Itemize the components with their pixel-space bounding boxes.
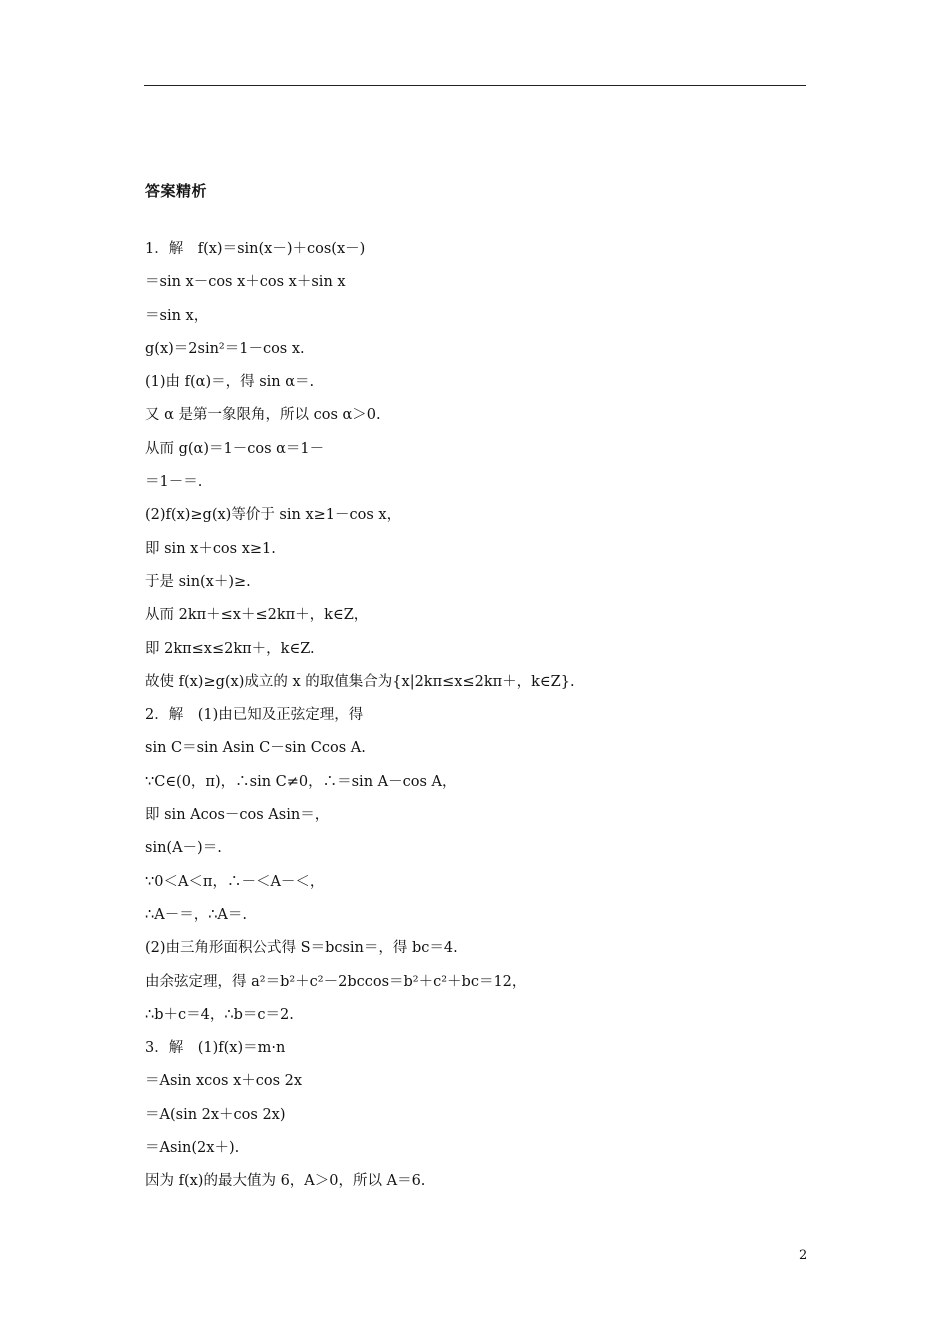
text-line: ＝Asin(2x＋). [145,1140,240,1157]
text-line: (2)f(x)≥g(x)等价于 sin x≥1－cos x， [145,507,402,524]
text-line: ∴A－＝，∴A＝. [145,906,248,923]
text-line: g(x)＝2sin²＝1－cos x. [145,340,305,357]
text-line: sin C＝sin Asin C－sin Ccos A. [145,740,366,757]
text-line: 2．解 (1)由已知及正弦定理，得 [145,707,364,724]
text-line: 即 sin x＋cos x≥1. [145,540,276,557]
text-line: ∵C∈(0，π)，∴sin C≠0，∴＝sin A－cos A， [145,773,457,790]
solution-text [145,236,805,1202]
page-number: 2 [799,1248,808,1263]
text-line: 即 2kπ≤x≤2kπ＋，k∈Z. [145,640,315,657]
text-line: 又 α 是第一象限角，所以 cos α＞0. [145,407,381,424]
text-line: 故使 f(x)≥g(x)成立的 x 的取值集合为{x|2kπ≤x≤2kπ＋，k∈Z}. [145,673,575,690]
text-line: ＝1－＝. [145,474,203,491]
text-line: 从而 2kπ＋≤x＋≤2kπ＋，k∈Z， [145,607,369,624]
text-line: 于是 sin(x＋)≥. [145,573,251,590]
text-line: 即 sin Acos－cos Asin＝， [145,807,330,824]
text-line: ∵0＜A＜π，∴－＜A－＜， [145,873,325,890]
text-line: 因为 f(x)的最大值为 6，A＞0，所以 A＝6. [145,1173,426,1190]
text-line: ＝sin x， [145,307,209,324]
section-title: 答案精析 [145,182,208,200]
text-line: ＝Asin xcos x＋cos 2x [145,1073,303,1090]
text-line: ＝A(sin 2x＋cos 2x) [145,1106,286,1123]
text-line: 从而 g(α)＝1－cos α＝1－ [145,440,325,457]
text-line: 3．解 (1)f(x)＝m·n [145,1040,286,1057]
text-line: 由余弦定理，得 a²＝b²＋c²－2bccos＝b²＋c²＋bc＝12， [145,973,527,990]
header-rule [144,85,806,86]
text-line: ＝sin x－cos x＋cos x＋sin x [145,274,346,291]
text-line: (1)由 f(α)＝，得 sin α＝. [145,374,315,391]
text-line: (2)由三角形面积公式得 S＝bcsin＝，得 bc＝4. [145,940,458,957]
text-line: ∴b＋c＝4，∴b＝c＝2. [145,1006,294,1023]
text-line: 1．解 f(x)＝sin(x－)＋cos(x－) [145,241,366,257]
text-line: sin(A－)＝. [145,840,222,857]
